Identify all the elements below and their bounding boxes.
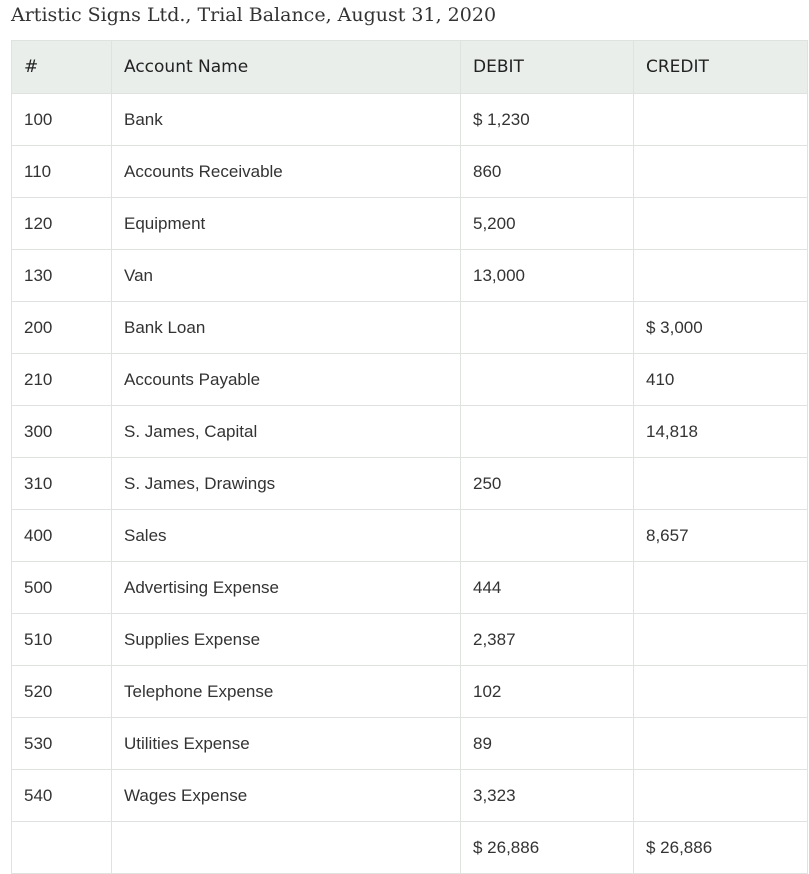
debit-cell: $ 26,886 (461, 822, 634, 874)
debit-cell: 860 (461, 146, 634, 198)
account-name-cell: Telephone Expense (112, 666, 461, 718)
debit-cell: 444 (461, 562, 634, 614)
account-number-cell: 400 (12, 510, 112, 562)
credit-cell (634, 250, 808, 302)
account-number-cell: 200 (12, 302, 112, 354)
account-number-cell: 130 (12, 250, 112, 302)
account-number-cell: 120 (12, 198, 112, 250)
debit-cell: 250 (461, 458, 634, 510)
account-name-cell: Equipment (112, 198, 461, 250)
account-name-cell: Accounts Payable (112, 354, 461, 406)
account-number-cell: 540 (12, 770, 112, 822)
account-number-cell: 100 (12, 94, 112, 146)
account-name-cell: Advertising Expense (112, 562, 461, 614)
account-name-cell: Accounts Receivable (112, 146, 461, 198)
account-name-cell: Wages Expense (112, 770, 461, 822)
table-row (12, 354, 808, 406)
debit-cell (461, 510, 634, 562)
debit-cell: 102 (461, 666, 634, 718)
debit-cell (461, 406, 634, 458)
account-number-cell: 310 (12, 458, 112, 510)
column-header-credit: CREDIT (634, 41, 808, 94)
credit-cell (634, 458, 808, 510)
column-header-debit: DEBIT (461, 41, 634, 94)
account-number-cell: 210 (12, 354, 112, 406)
table-row (12, 614, 808, 666)
table-row (12, 562, 808, 614)
account-number-cell: 300 (12, 406, 112, 458)
column-header-number: # (12, 41, 112, 94)
debit-cell: 5,200 (461, 198, 634, 250)
table-row (12, 458, 808, 510)
table-row (12, 666, 808, 718)
column-header-account-name: Account Name (112, 41, 461, 94)
table-row (12, 770, 808, 822)
account-number-cell: 500 (12, 562, 112, 614)
account-name-cell (112, 822, 461, 874)
debit-cell: 2,387 (461, 614, 634, 666)
debit-cell (461, 302, 634, 354)
account-name-cell: Supplies Expense (112, 614, 461, 666)
account-name-cell: S. James, Capital (112, 406, 461, 458)
credit-cell: 14,818 (634, 406, 808, 458)
table-row (12, 510, 808, 562)
account-number-cell: 520 (12, 666, 112, 718)
credit-cell (634, 198, 808, 250)
table-row (12, 146, 808, 198)
table-row (12, 94, 808, 146)
credit-cell (634, 562, 808, 614)
credit-cell (634, 146, 808, 198)
account-number-cell: 530 (12, 718, 112, 770)
debit-cell: $ 1,230 (461, 94, 634, 146)
table-row (12, 302, 808, 354)
credit-cell: $ 3,000 (634, 302, 808, 354)
debit-cell: 13,000 (461, 250, 634, 302)
account-name-cell: Van (112, 250, 461, 302)
debit-cell (461, 354, 634, 406)
credit-cell (634, 666, 808, 718)
account-number-cell: 510 (12, 614, 112, 666)
credit-cell: 410 (634, 354, 808, 406)
table-body (12, 94, 808, 874)
account-number-cell: 110 (12, 146, 112, 198)
account-name-cell: S. James, Drawings (112, 458, 461, 510)
debit-cell: 89 (461, 718, 634, 770)
table-row (12, 250, 808, 302)
trial-balance-table (11, 40, 808, 874)
table-row (12, 718, 808, 770)
table-header-row (12, 41, 808, 94)
account-name-cell: Sales (112, 510, 461, 562)
account-name-cell: Bank Loan (112, 302, 461, 354)
credit-cell: 8,657 (634, 510, 808, 562)
totals-row (12, 822, 808, 874)
table-row (12, 406, 808, 458)
table-caption: Artistic Signs Ltd., Trial Balance, August 31, 2020 (11, 4, 497, 26)
account-number-cell (12, 822, 112, 874)
credit-cell (634, 614, 808, 666)
credit-cell: $ 26,886 (634, 822, 808, 874)
credit-cell (634, 770, 808, 822)
account-name-cell: Bank (112, 94, 461, 146)
account-name-cell: Utilities Expense (112, 718, 461, 770)
credit-cell (634, 94, 808, 146)
table-row (12, 198, 808, 250)
credit-cell (634, 718, 808, 770)
debit-cell: 3,323 (461, 770, 634, 822)
